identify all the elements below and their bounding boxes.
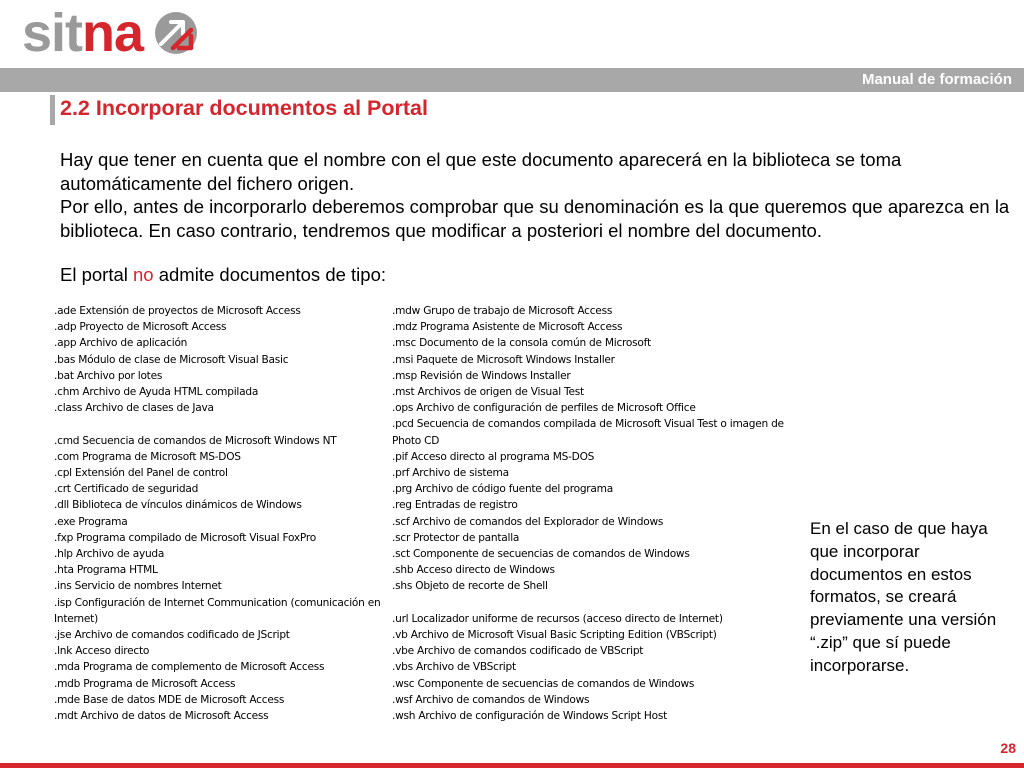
footer-line [0, 763, 1024, 768]
file-type-item: .mdt Archivo de datos de Microsoft Access [54, 710, 269, 723]
file-type-item: .hta Programa HTML [54, 564, 158, 577]
file-type-item: .cmd Secuencia de comandos de Microsoft Windows NT [54, 434, 337, 447]
file-type-item: .crt Certificado de seguridad [54, 483, 199, 496]
intro-paragraph-1: Hay que tener en cuenta que el nombre con el que este documento aparecerá en la biblioteca se toma automáticamente del fichero origen. [60, 149, 902, 194]
file-type-item: .wsh Archivo de configuración de Windows Script Host [392, 710, 668, 723]
file-type-item: .ade Extensión de proyectos de Microsoft Access [54, 305, 301, 317]
file-type-item: .mdb Programa de Microsoft Access [54, 677, 236, 690]
file-type-item: .vbe Archivo de comandos codificado de VBScript [392, 645, 644, 658]
file-type-item: .ins Servicio de nombres Internet [54, 580, 222, 593]
file-type-item: .wsf Archivo de comandos de Windows [392, 693, 590, 706]
file-type-item: .wsc Componente de secuencias de comandos de Windows [392, 677, 695, 690]
file-type-item: .class Archivo de clases de Java [54, 402, 214, 415]
file-type-item: .bat Archivo por lotes [54, 369, 163, 382]
emphasis-no: no [133, 264, 154, 285]
file-type-item: .bas Módulo de clase de Microsoft Visual Basic [54, 353, 289, 366]
file-type-item: .lnk Acceso directo [54, 645, 150, 658]
file-type-item: .app Archivo de aplicación [54, 337, 188, 350]
header-bar [0, 68, 1024, 92]
file-type-item: .shs Objeto de recorte de Shell [392, 580, 548, 593]
file-type-item: Photo CD [392, 434, 440, 447]
file-type-item: .url Localizador uniforme de recursos (acceso directo de Internet) [392, 612, 723, 625]
file-type-item: .chm Archivo de Ayuda HTML compilada [54, 386, 259, 399]
page-number: 28 [1000, 740, 1016, 756]
file-types-list-left [54, 303, 394, 724]
file-type-item: Internet) [54, 612, 98, 625]
logo-text: sitna [22, 3, 144, 63]
file-type-item: .exe Programa [54, 515, 128, 528]
file-type-item: .reg Entradas de registro [392, 499, 518, 512]
file-type-item: .adp Proyecto de Microsoft Access [54, 321, 227, 334]
file-type-item: .vb Archivo de Microsoft Visual Basic Scripting Edition (VBScript) [392, 629, 717, 642]
file-type-item: .mda Programa de complemento de Microsoft Access [54, 661, 325, 674]
zip-note: En el caso de que haya que incorporar documentos en estos formatos, se creará previamente una versión “.zip” que sí puede incorporarse. [810, 519, 997, 675]
file-type-item [392, 595, 802, 611]
logo-arrow-icon [153, 10, 199, 56]
file-type-item: .mde Base de datos MDE de Microsoft Access [54, 693, 285, 706]
file-type-item [54, 416, 394, 432]
file-type-item: .cpl Extensión del Panel de control [54, 467, 228, 480]
file-type-item: .pif Acceso directo al programa MS-DOS [392, 450, 595, 463]
file-type-item: .msi Paquete de Microsoft Windows Installer [392, 353, 615, 366]
file-type-item: .mdz Programa Asistente de Microsoft Access [392, 321, 623, 334]
file-type-item: .jse Archivo de comandos codificado de JScript [54, 629, 290, 642]
file-type-item: .scf Archivo de comandos del Explorador de Windows [392, 515, 664, 528]
intro-paragraph-2: Por ello, antes de incorporarlo deberemos comprobar que su denominación es la que queremos que aparezca en la biblioteca. En caso contrario, tendremos que modificar a posteriori el nombre del documento. [60, 196, 1010, 241]
file-type-item: .dll Biblioteca de vínculos dinámicos de Windows [54, 499, 302, 512]
file-types-list-right [392, 303, 802, 724]
manual-label: Manual de formación [861, 71, 1012, 88]
file-type-item: .pcd Secuencia de comandos compilada de Microsoft Visual Test o imagen de [392, 418, 784, 431]
file-type-item: .shb Acceso directo de Windows [392, 564, 555, 577]
file-type-item: .mdw Grupo de trabajo de Microsoft Access [392, 305, 613, 317]
file-type-item: .msc Documento de la consola común de Microsoft [392, 337, 651, 350]
file-type-item: .isp Configuración de Internet Communication (comunicación en [54, 596, 381, 609]
file-type-item: .fxp Programa compilado de Microsoft Visual FoxPro [54, 531, 316, 544]
file-type-item: .mst Archivos de origen de Visual Test [392, 386, 584, 399]
file-type-item: .scr Protector de pantalla [392, 531, 520, 544]
file-type-item: .hlp Archivo de ayuda [54, 548, 165, 561]
sitna-logo [22, 3, 199, 63]
file-type-item: .vbs Archivo de VBScript [392, 661, 516, 674]
file-type-item: .ops Archivo de configuración de perfiles de Microsoft Office [392, 402, 696, 415]
file-type-item: .prf Archivo de sistema [392, 467, 509, 480]
unsupported-types-heading: El portal no admite documentos de tipo: [60, 264, 387, 285]
intro-text [60, 148, 1020, 242]
section-title: 2.2 Incorporar documentos al Portal [60, 96, 428, 120]
file-type-item: .msp Revisión de Windows Installer [392, 369, 571, 382]
file-type-item: .sct Componente de secuencias de comandos de Windows [392, 548, 690, 561]
file-type-item: .com Programa de Microsoft MS-DOS [54, 450, 241, 463]
title-marker [50, 95, 55, 125]
file-type-item: .prg Archivo de código fuente del programa [392, 483, 613, 496]
